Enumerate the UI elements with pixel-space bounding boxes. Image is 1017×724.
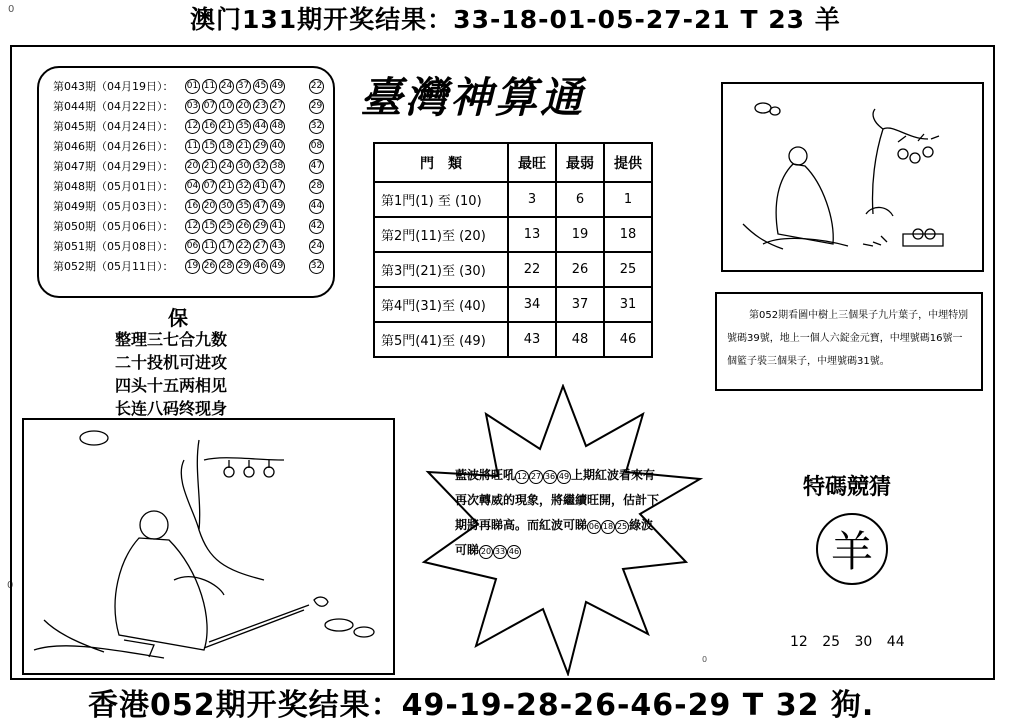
- header-cell: 最弱: [556, 143, 604, 182]
- bottom-result-banner: 香港052期开奖结果：49-19-28-26-46-29 T 32 狗.: [88, 688, 875, 723]
- number-ball: 32: [236, 179, 251, 194]
- number-ball: 29: [253, 219, 268, 234]
- number-ball: 29: [253, 139, 268, 154]
- special-ball: 42: [309, 219, 324, 234]
- table-cell: 18: [604, 217, 652, 252]
- number-ball: 17: [219, 239, 234, 254]
- table-cell: 22: [508, 252, 556, 287]
- table-cell: 25: [604, 252, 652, 287]
- table-cell: 第1門(1) 至 (10): [374, 182, 508, 217]
- number-ball: 29: [236, 259, 251, 274]
- number-ball: 48: [270, 119, 285, 134]
- history-period: 第048期（05月01日）：: [53, 180, 174, 193]
- number-ball: 38: [270, 159, 285, 174]
- table-cell: 第3門(21)至 (30): [374, 252, 508, 287]
- table-row: [374, 322, 652, 357]
- history-period: 第046期（04月26日）：: [53, 140, 174, 153]
- number-ball: 49: [270, 259, 285, 274]
- star-commentary: [455, 463, 661, 563]
- history-period: 第049期（05月03日）：: [53, 200, 174, 213]
- table-cell: 13: [508, 217, 556, 252]
- number-ball: 15: [202, 219, 217, 234]
- table-cell: 3: [508, 182, 556, 217]
- number-ball: 30: [219, 199, 234, 214]
- history-row: [53, 96, 325, 116]
- number-ball: 30: [236, 159, 251, 174]
- table-cell: 46: [604, 322, 652, 357]
- number-ball: 21: [202, 159, 217, 174]
- history-period: 第044期（04月22日）：: [53, 100, 174, 113]
- number-ball: 10: [219, 99, 234, 114]
- number-ball: 33: [493, 545, 507, 559]
- history-row: [53, 196, 325, 216]
- number-ball: 25: [219, 219, 234, 234]
- history-period: 第052期（05月11日）：: [53, 260, 174, 273]
- number-ball: 16: [202, 119, 217, 134]
- number-ball: 15: [202, 139, 217, 154]
- zodiac-circle: 羊: [816, 513, 888, 585]
- number-ball: 49: [270, 199, 285, 214]
- edge-mark: 0: [702, 655, 708, 664]
- table-cell: 48: [556, 322, 604, 357]
- history-numbers: [185, 139, 303, 154]
- number-ball: 11: [185, 139, 200, 154]
- history-numbers: [185, 119, 303, 134]
- number-ball: 22: [236, 239, 251, 254]
- number-ball: 45: [253, 79, 268, 94]
- number-ball: 46: [253, 259, 268, 274]
- table-row: [374, 182, 652, 217]
- table-cell: 1: [604, 182, 652, 217]
- number-ball: 18: [219, 139, 234, 154]
- number-ball: 41: [270, 219, 285, 234]
- number-ball: 01: [185, 79, 200, 94]
- table-cell: 第2門(11)至 (20): [374, 217, 508, 252]
- history-row: [53, 216, 325, 236]
- number-ball: 27: [529, 470, 543, 484]
- number-ball: 03: [185, 99, 200, 114]
- star-balls-blue: [515, 468, 571, 482]
- header-cell: 門 類: [374, 143, 508, 182]
- history-period: 第050期（05月06日）：: [53, 220, 174, 233]
- table-cell: 26: [556, 252, 604, 287]
- number-ball: 16: [185, 199, 200, 214]
- number-ball: 26: [202, 259, 217, 274]
- header-cell: 最旺: [508, 143, 556, 182]
- edge-mark: 0: [7, 580, 14, 591]
- number-ball: 37: [236, 79, 251, 94]
- bao-line: 二十投机可进攻: [115, 353, 228, 372]
- table-cell: 19: [556, 217, 604, 252]
- number-ball: 25: [615, 520, 629, 534]
- history-period: 第047期（04月29日）：: [53, 160, 174, 173]
- number-ball: 04: [185, 179, 200, 194]
- special-ball: 32: [309, 259, 324, 274]
- history-row: [53, 256, 325, 276]
- bao-line: 长连八码终现身: [115, 399, 228, 418]
- bao-line: 四头十五两相见: [115, 376, 228, 395]
- number-ball: 49: [557, 470, 571, 484]
- history-numbers: [185, 179, 303, 194]
- number-ball: 24: [219, 79, 234, 94]
- table-cell: 第4門(31)至 (40): [374, 287, 508, 322]
- number-ball: 26: [236, 219, 251, 234]
- number-ball: 28: [219, 259, 234, 274]
- hint-box: 第052期看圖中樹上三個果子九片葉子，中埋特別號碼39號，地上一個人六錠金元寶，中埋號碼16號一個籃子裝三個果子，中埋號碼31號。: [715, 292, 983, 391]
- number-ball: 40: [270, 139, 285, 154]
- number-ball: 12: [515, 470, 529, 484]
- oldman-illustration: [22, 418, 395, 675]
- special-guess-title: 特碼競猜: [803, 475, 892, 500]
- table-cell: 43: [508, 322, 556, 357]
- history-row: [53, 136, 325, 156]
- history-period: 第045期（04月24日）：: [53, 120, 174, 133]
- top-result-banner: 澳门131期开奖结果：33-18-01-05-27-21 T 23 羊: [190, 5, 841, 34]
- number-ball: 11: [202, 79, 217, 94]
- star-text-2: 上期紅波看來有再次轉威的現象，將繼續旺開，估計下期將再睇高。而紅波可睇: [455, 468, 660, 532]
- history-row: [53, 76, 325, 96]
- number-ball: 49: [270, 79, 285, 94]
- number-ball: 18: [601, 520, 615, 534]
- history-row: [53, 156, 325, 176]
- number-ball: 11: [202, 239, 217, 254]
- table-cell: 第5門(41)至 (49): [374, 322, 508, 357]
- number-ball: 46: [507, 545, 521, 559]
- number-ball: 27: [253, 239, 268, 254]
- special-ball: 44: [309, 199, 324, 214]
- number-ball: 07: [202, 99, 217, 114]
- number-ball: 12: [185, 219, 200, 234]
- star-text-1: 藍波將旺吼: [455, 468, 516, 482]
- history-numbers: [185, 259, 303, 274]
- history-row: [53, 236, 325, 256]
- history-numbers: [185, 79, 303, 94]
- star-balls-green: [479, 543, 521, 557]
- history-period: 第051期（05月08日）：: [53, 240, 174, 253]
- number-ball: 32: [253, 159, 268, 174]
- number-ball: 44: [253, 119, 268, 134]
- number-ball: 07: [202, 179, 217, 194]
- number-ball: 47: [270, 179, 285, 194]
- number-ball: 24: [219, 159, 234, 174]
- number-ball: 19: [185, 259, 200, 274]
- special-ball: 24: [309, 239, 324, 254]
- history-row: [53, 116, 325, 136]
- star-text-3: 綠波可睇: [455, 518, 654, 557]
- table-header-row: [374, 143, 652, 182]
- bao-line: 整理三七合九数: [115, 330, 228, 349]
- bao-title: 保: [168, 306, 188, 330]
- history-numbers: [185, 219, 303, 234]
- sage-drawing: [723, 84, 982, 270]
- number-ball: 23: [253, 99, 268, 114]
- special-ball: 29: [309, 99, 324, 114]
- table-cell: 6: [556, 182, 604, 217]
- history-box: [37, 66, 335, 298]
- number-ball: 21: [219, 179, 234, 194]
- history-numbers: [185, 199, 303, 214]
- table-cell: 34: [508, 287, 556, 322]
- history-numbers: [185, 239, 303, 254]
- history-list: [53, 76, 325, 276]
- number-ball: 06: [587, 520, 601, 534]
- number-ball: 12: [185, 119, 200, 134]
- table-row: [374, 217, 652, 252]
- number-ball: 06: [185, 239, 200, 254]
- number-ball: 35: [236, 199, 251, 214]
- history-period: 第043期（04月19日）：: [53, 80, 174, 93]
- special-ball: 28: [309, 179, 324, 194]
- table-row: [374, 252, 652, 287]
- number-ball: 47: [253, 199, 268, 214]
- oldman-drawing: [24, 420, 393, 673]
- table-row: [374, 287, 652, 322]
- history-numbers: [185, 159, 303, 174]
- number-ball: 20: [236, 99, 251, 114]
- history-numbers: [185, 99, 303, 114]
- special-ball: 47: [309, 159, 324, 174]
- number-ball: 20: [202, 199, 217, 214]
- number-ball: 36: [543, 470, 557, 484]
- page-title: 臺灣神算通: [360, 73, 586, 122]
- history-row: [53, 176, 325, 196]
- number-ball: 20: [185, 159, 200, 174]
- header-cell: 提供: [604, 143, 652, 182]
- number-ball: 27: [270, 99, 285, 114]
- special-ball: 32: [309, 119, 324, 134]
- table-cell: 37: [556, 287, 604, 322]
- number-ball: 43: [270, 239, 285, 254]
- table-cell: 31: [604, 287, 652, 322]
- special-ball: 22: [309, 79, 324, 94]
- number-ball: 21: [219, 119, 234, 134]
- number-ball: 35: [236, 119, 251, 134]
- door-table: [373, 142, 653, 358]
- special-numbers: 12 25 30 44: [790, 634, 905, 650]
- star-balls-red: [587, 518, 629, 532]
- number-ball: 20: [479, 545, 493, 559]
- sage-illustration: [721, 82, 984, 272]
- special-ball: 08: [309, 139, 324, 154]
- edge-mark: 0: [8, 4, 15, 15]
- number-ball: 41: [253, 179, 268, 194]
- number-ball: 21: [236, 139, 251, 154]
